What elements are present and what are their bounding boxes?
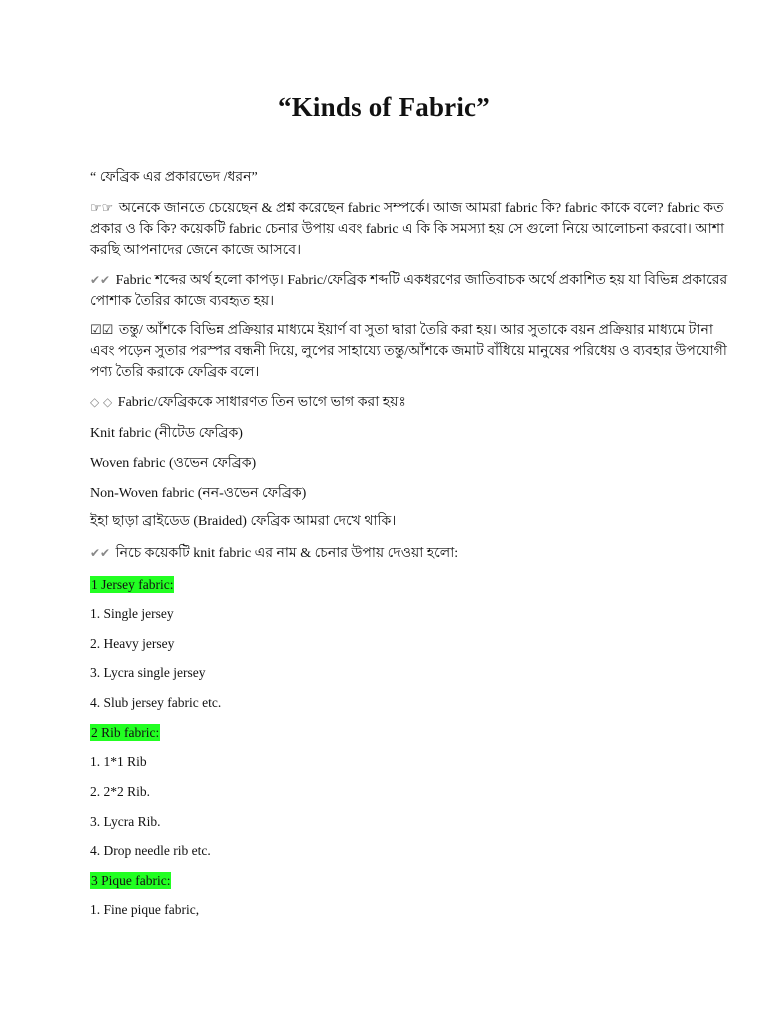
section-heading-jersey: 1 Jersey fabric:	[91, 577, 174, 592]
division-line	[90, 392, 728, 413]
list-item: 3. Lycra Rib.	[90, 814, 161, 829]
list-item: 2. Heavy jersey	[90, 636, 175, 651]
intro-paragraph	[90, 198, 728, 261]
division-text: Fabric/ফেব্রিককে সাধারণত তিন ভাগে ভাগ করা হয়ঃ	[117, 395, 406, 410]
page-title: “Kinds of Fabric”	[278, 92, 490, 122]
list-item: 1. Single jersey	[90, 606, 174, 621]
list-item: 4. Slub jersey fabric etc.	[90, 695, 222, 710]
fabric-type-woven: Woven fabric (ওভেন ফেব্রিক)	[90, 456, 257, 471]
section-heading-rib: 2 Rib fabric:	[91, 725, 160, 740]
pointing-hand-icon: ☞☞	[90, 201, 114, 216]
meaning-text: Fabric শব্দের অর্থ হলো কাপড়। Fabric/ফেব্রিক শব্দটি একধরণের জাতিবাচক অর্থে প্রকাশিত হয় যা বিভিন্ন প্রকারের পোশাক তৈরির কাজে ব্যবহৃত হয়।	[90, 273, 728, 309]
meaning-paragraph	[90, 270, 728, 312]
subtitle: “ ফেব্রিক এর প্রকারভেদ /ধরন”	[90, 170, 258, 185]
knit-intro-text: নিচে কয়েকটি knit fabric এর নাম & চেনার উপায় দেওয়া হলো:	[115, 546, 459, 561]
definition-text: তন্তু/ আঁশকে বিভিন্ন প্রক্রিয়ার মাধ্যমে ইয়ার্ণ বা সুতা দ্বারা তৈরি করা হয়। আর সুতাকে বয়ন প্রক্রিয়ার মাধ্যমে টানা এবং পড়েন সুতার পরস্পর বন্ধনী দিয়ে, লুপের সাহায্যে তন্তু/আঁশকে জমাট বাঁধিয়ে মানুষের পরিধেয় ও ব্যবহার উপযোগী পণ্য তৈরি করাকে ফেব্রিক বলে।	[90, 323, 727, 380]
list-item: 4. Drop needle rib etc.	[90, 843, 211, 858]
diamond-icon: ◇ ◇	[90, 395, 113, 409]
fabric-type-nonwoven: Non-Woven fabric (নন-ওভেন ফেব্রিক)	[90, 486, 307, 501]
check-mark-icon: ✔✔	[90, 273, 111, 287]
checkbox-icon: ☑☑	[90, 323, 114, 338]
fabric-type-knit: Knit fabric (নীটেড ফেব্রিক)	[90, 426, 243, 441]
definition-paragraph	[90, 320, 728, 383]
section-heading-pique: 3 Pique fabric:	[91, 873, 171, 888]
list-item: 2. 2*2 Rib.	[90, 784, 151, 799]
intro-text: অনেকে জানতে চেয়েছেন & প্রশ্ন করেছেন fabric সম্পর্কে। আজ আমরা fabric কি? fabric কাকে বলে? fabric কত প্রকার ও কি কি? কয়েকটি fabric চেনার উপায় এবং fabric এ কি কি সমস্যা হয় সে গুলো নিয়ে আলোচনা করবো। আশা করছি আপনাদের জেনে কাজে আসবে।	[90, 201, 725, 258]
braided-line: ইহা ছাড়া ব্রাইডেড (Braided) ফেব্রিক আমরা দেখে থাকি।	[90, 514, 397, 529]
list-item: 3. Lycra single jersey	[90, 665, 206, 680]
list-item: 1. Fine pique fabric,	[90, 902, 200, 917]
list-item: 1. 1*1 Rib	[90, 754, 147, 769]
knit-intro-line	[90, 543, 728, 564]
check-mark-icon: ✔✔	[90, 546, 111, 560]
